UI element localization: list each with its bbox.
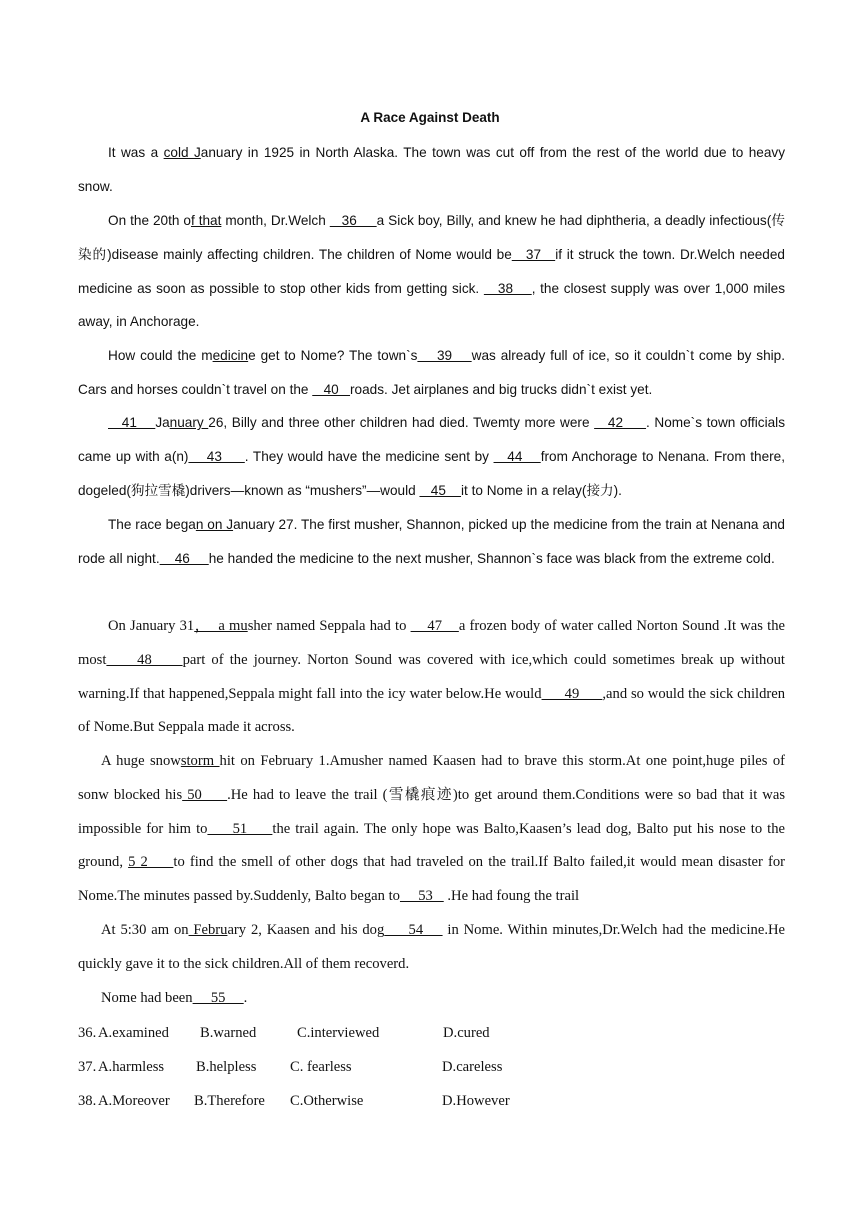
underlined-text: cold J xyxy=(163,145,201,160)
text: .He had foung the trail xyxy=(443,888,580,905)
blank-54[interactable]: 54 xyxy=(384,922,443,938)
paragraph-9 xyxy=(78,982,785,1016)
text: sher named Seppala had to xyxy=(247,618,411,634)
text: the trail again. The only hope was Balto,Kaasen’s lead dog, Balto put his nose to the ground, xyxy=(78,820,786,871)
text: On January 31 xyxy=(108,618,195,634)
paragraph-4 xyxy=(78,406,785,507)
blank-50[interactable]: 50 xyxy=(182,786,228,803)
option-c[interactable]: C.Otherwise xyxy=(290,1093,364,1109)
paragraph-1 xyxy=(78,136,785,204)
blank-39[interactable]: 39 xyxy=(417,348,472,363)
blank-51[interactable]: 51 xyxy=(207,820,273,837)
text: if it struck the town. Dr.Welch needed medicine as soon as possible to stop other kids from getting sick. xyxy=(78,246,785,296)
paragraph-2 xyxy=(78,204,785,339)
text: . Nome`s town officials came up with a(n) xyxy=(78,415,786,464)
text: . xyxy=(243,990,248,1006)
blank-43[interactable]: 43 xyxy=(188,448,245,464)
text: How could the m xyxy=(108,348,213,363)
text: At 5:30 am on xyxy=(101,922,189,938)
text: On the 20th o xyxy=(108,213,191,228)
text: .He had to leave the trail (雪橇痕迹)to get around them.Conditions were so bad that it was impossible for him to xyxy=(78,786,785,837)
blank-52[interactable]: 5 2 xyxy=(128,854,174,871)
text: A huge snow xyxy=(101,753,181,769)
option-d[interactable]: D.However xyxy=(442,1093,510,1109)
text: to find the smell of other dogs that had traveled on the trail.If Balto failed,it would mean disaster for Nome.The minutes passed by.Suddenly, Balto began to xyxy=(78,854,785,905)
blank-44[interactable]: 44 xyxy=(493,448,541,464)
paragraph-7 xyxy=(78,745,785,914)
text: It was a xyxy=(108,145,164,160)
text: anuary 27. The first musher, Shannon, picked up the medicine from the train at Nenana and rode all night. xyxy=(78,517,785,566)
text: was already full of ice, so it couldn`t come by ship. Cars and horses couldn`t travel on the xyxy=(78,348,785,397)
option-a[interactable]: A.Moreover xyxy=(98,1093,170,1109)
blank-36[interactable]: 36 xyxy=(329,213,377,228)
paragraph-3 xyxy=(78,339,785,407)
text: The race bega xyxy=(108,517,196,532)
blank-42[interactable]: 42 xyxy=(594,415,647,430)
blank-37[interactable]: 37 xyxy=(511,246,556,262)
text: anuary in 1925 in North Alaska. The town was cut off from the rest of the world due to heavy snow. xyxy=(78,145,785,194)
blank-48[interactable]: 48 xyxy=(106,651,183,668)
text: in Nome. Within minutes,Dr.Welch had the medicine.He quickly gave it to the sick children.All of them recoverd. xyxy=(78,922,785,972)
paragraph-5 xyxy=(78,508,785,576)
text: month, Dr.Welch xyxy=(221,213,330,228)
question-number: 37. xyxy=(78,1059,97,1075)
blank-41[interactable]: 41 xyxy=(108,415,156,430)
option-c[interactable]: C.interviewed xyxy=(297,1025,380,1041)
underlined-text: edicin xyxy=(212,348,249,363)
text: a frozen body of water called Norton Sound .It was the most xyxy=(78,618,785,668)
text: Nome had been xyxy=(101,990,193,1006)
text: ary 2, Kaasen and his dog xyxy=(227,922,385,938)
text: e get to Nome? The town`s xyxy=(248,348,418,363)
text: , the closest supply was over 1,000 miles away, in Anchorage. xyxy=(78,280,786,330)
blank-40[interactable]: 40 xyxy=(312,381,351,397)
text: ,and so would the sick children of Nome.But Seppala made it across. xyxy=(78,685,785,736)
blank-46[interactable]: 46 xyxy=(159,550,209,566)
option-b[interactable]: B.warned xyxy=(200,1025,257,1041)
text: roads. Jet airplanes and big trucks didn`t exist yet. xyxy=(350,381,653,397)
text: he handed the medicine to the next musher, Shannon`s face was black from the extreme cold. xyxy=(208,550,775,566)
underlined-text: ， a mu xyxy=(194,618,248,634)
blank-38[interactable]: 38 xyxy=(483,280,532,296)
blank-55[interactable]: 55 xyxy=(192,990,244,1006)
blank-49[interactable]: 49 xyxy=(541,685,603,702)
option-b[interactable]: B.Therefore xyxy=(194,1093,265,1109)
text: hit on February 1.Amusher named Kaasen had to brave this storm.At one point,huge piles of sonw blocked his xyxy=(78,753,786,803)
text: from Anchorage to Nenana. From there, dogeled(狗拉雪橇)drivers—known as “mushers”—would xyxy=(78,448,786,498)
option-d[interactable]: D.careless xyxy=(442,1059,503,1075)
text: it to Nome in a relay(接力). xyxy=(461,482,622,498)
underlined-text: f that xyxy=(190,213,222,228)
blank-45[interactable]: 45 xyxy=(419,482,462,498)
text: . They would have the medicine sent by xyxy=(244,448,494,464)
paragraph-6 xyxy=(78,610,785,745)
text: Ja xyxy=(155,415,170,430)
underlined-text: storm xyxy=(180,753,220,769)
option-c[interactable]: C. fearless xyxy=(290,1059,352,1075)
paragraph-8 xyxy=(78,914,785,982)
blank-47[interactable]: 47 xyxy=(410,618,459,634)
underlined-text: nuary xyxy=(169,415,209,430)
question-number: 38. xyxy=(78,1093,97,1109)
question-number: 36. xyxy=(78,1025,97,1041)
underlined-text: Febru xyxy=(188,922,228,938)
option-a[interactable]: A.examined xyxy=(98,1025,169,1041)
text: part of the journey. Norton Sound was covered with ice,which could sometimes break up without warning.If that happened,Seppala might fall into the icy water below.He would xyxy=(78,651,785,702)
text: 26, Billy and three other children had died. Twemty more were xyxy=(208,415,595,430)
option-d[interactable]: D.cured xyxy=(443,1025,490,1041)
option-b[interactable]: B.helpless xyxy=(196,1059,257,1075)
passage-title: A Race Against Death xyxy=(360,110,500,125)
text: a Sick boy, Billy, and knew he had diphtheria, a deadly infectious(传染的)disease mainly affecting children. The children of Nome would be xyxy=(78,213,786,262)
underlined-text: n on J xyxy=(195,517,234,532)
option-a[interactable]: A.harmless xyxy=(98,1059,165,1075)
blank-53[interactable]: 53 xyxy=(399,888,444,905)
